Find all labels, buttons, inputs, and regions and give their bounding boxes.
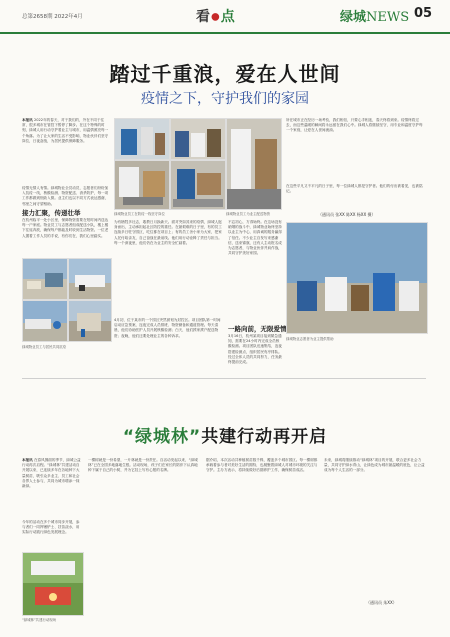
- article1-photo-i: [226, 118, 282, 210]
- article2-photo: [22, 552, 84, 616]
- section-title: [196, 6, 236, 26]
- section-divider: [22, 378, 426, 379]
- article1-photo-a: [22, 258, 68, 300]
- article2-col1-text: [22, 458, 82, 520]
- article1-photo-caption-left: 绿城物业员工与居民共同抗疫: [22, 345, 67, 349]
- section-dot-icon: ●: [211, 11, 221, 23]
- article2-title-name: 绿城林: [135, 427, 189, 447]
- photo-e-image: [115, 119, 169, 159]
- section-title-second: 点: [220, 9, 236, 25]
- article2-title-rest: 共建行动再开启: [201, 427, 328, 447]
- issue-meta: 总第2658期 2022年4月: [22, 14, 83, 20]
- article1-title: 踏过千重浪，爱在人世间: [109, 62, 341, 86]
- article1-col2-text2: 4月初，位于某市的一个园区突然被划为封控区。项目团队第一时间启动应急预案，连夜完成人员排班、物资储备和通道管理。每天清晨，他们协助医护人员开展核酸检测；白天，他们挨家挨户配送物资；夜晚，他们还要处理业主的各种诉求。: [114, 318, 221, 338]
- article2-col1-paragraph: 在春风拂面的季节，绿城公益行动再次启程。“绿城林”共建活动自开展以来，已连续多年在各地种下大量树苗，吸引众多业主、员工和社会各界人士参与，共同为城市增添一抹新绿。: [22, 458, 81, 489]
- article1-col1-text: [22, 118, 110, 186]
- article2-lead-label: 本报讯: [22, 458, 33, 462]
- photo-h-image: [171, 161, 225, 209]
- article1-photo-b: [68, 258, 112, 300]
- brand-logo: [340, 6, 409, 25]
- article1-col4-text: 所在城市正在经历一场考验，我们相信，只要心手相连，春天终将到来。疫情终将过去，而这些温暖的瞬间将永远留在我们心中。绿城人将继续坚守，用专业和温度守护每一个家庭，让爱在人世间流淌。: [286, 118, 423, 133]
- article1-subhead2: 一路向前，无限爱情: [228, 325, 287, 333]
- brand-news: NEWS: [366, 10, 410, 25]
- article1-subtitle: 疫情之下，守护我们的家园: [141, 91, 309, 107]
- article1-photo-h: [170, 160, 226, 210]
- article1-photo-caption-2: 绿城物业员工为业主配送物资: [226, 212, 271, 216]
- article2-photo-caption: “绿城林”共建行动现场: [22, 618, 57, 622]
- article1-photo-c: [22, 300, 68, 342]
- article2-signature: （通讯员 朱XX）: [366, 600, 397, 605]
- article1-col3-text2: 3月16日，杭州某项目接到紧急通知，需要在24小时内完成全员核酸检测。项目团队迅速集结，连夜搭建检测点，组织居民有序排队。经过全体人员的共同努力，任务最终提前完成。: [228, 334, 282, 365]
- photo-f-image: [171, 119, 225, 159]
- photo-j-image: [287, 223, 427, 333]
- article1-col3-text: 不忘初心，方得始终。在这场没有硝烟的战斗中，绿城物业始终坚持以业主为中心，用真诚的服务赢得了信任。不少业主自发写来感谢信，送来锦旗，还有人主动报名成为志愿者，与物业伙伴并肩作战，共同守护美好家园。: [228, 220, 282, 256]
- article2-col2-text: 一棵树就是一份希望，一片林就是一份责任。自活动发起以来，“绿城林”已在全国多地落地生根。活动现场，孩子们在家长的陪伴下认真地种下属于自己的小树，并为它挂上写有心愿的名牌。: [88, 458, 198, 473]
- section-title-first: 看: [196, 9, 211, 25]
- page-header: [0, 0, 450, 34]
- photo-d-image: [69, 301, 111, 341]
- photo-b-image: [69, 259, 111, 299]
- article2-title-quote-close: ”: [189, 427, 202, 447]
- article1-col2-text: 为有牺牲多壮志，敢教日月换新天。面对突如其来的疫情，绿城人挺身而出，主动承担起社区防控的重任。在最艰难的日子里，有的员工连续多日驻守园区，吃住都在项目上；有的员工舍小家为大家，把家人托付给亲友，自己奋战在最前线。他们用行动诠释了责任与担当。每一个深夜里，他们仍在为业主的安全忙碌着。: [114, 220, 222, 245]
- article2-title-quote-open: “: [122, 427, 135, 447]
- photo-i-image: [227, 119, 281, 209]
- article1-signature: （通讯员 张XX 陈XX 杨XX 摄）: [318, 212, 376, 217]
- page-number: 05: [414, 6, 433, 21]
- article1-col1-paragraph: 2022年的春天，对于我们的，外在不同于往常，很多城市在管控下暂停了脚步。在这个特殊的时刻，绿城人用行动守护着业主与城市，用温情照亮每一个角落。为了让大家的生活不受影响，物业伙伴们坚守岗位，日夜奋战，为居民提供保障服务。: [22, 118, 109, 143]
- article1-col1-text2: 疫情无情人有情。绿城物业全员动员，志愿者们纷纷加入抗疫一线，核酸检测、物资配送、消杀防护，每一项工作都做到细致入微。业主们也以不同方式表达感谢，邻里之间守望相助。: [22, 186, 109, 206]
- article1-col1-text3: 在杭州临平一处小区里，保障物资需要在短时间内送达每一户家庭。物业员工与志愿者组成配送小队，楼上楼下往返奔波，确保每户都能及时收到生活物资。一位老人握着工作人员的手说，有你们在，我们心里踏实。: [22, 218, 109, 238]
- article2-col1-text2: 今年的活动在多个城市同步开展，参与者们一同挥锹铲土、扶苗浇水，用实际行动践行绿色发展理念。: [22, 520, 80, 535]
- article1-lead-label: 本报讯: [22, 118, 33, 122]
- article2-title: [0, 422, 450, 447]
- article1-photo-e: [114, 118, 170, 160]
- article1-photo-caption-1: 绿城物业员工在防疫一线坚守岗位: [114, 212, 165, 216]
- article1-photo-g: [114, 160, 170, 210]
- article2-col4-text: 未来，绿城将继续推动“绿城林”项目的开展，联合更多社会力量，共同守护绿水青山，让绿色成为城市最温暖的底色，让公益成为每个人生活的一部分。: [324, 458, 425, 473]
- article1-col4-text2: 在这些平凡又不平凡的日子里，每一位绿城人都是守护者。他们的付出被看见，也被铭记。: [286, 184, 423, 194]
- photo-a-image: [23, 259, 67, 299]
- article1-photo-j: [286, 222, 428, 334]
- article1-photo-caption-3: 绿城物业志愿者为业主提供帮助: [286, 337, 334, 341]
- article1-photo-f: [170, 118, 226, 160]
- photo-g-image: [115, 161, 169, 209]
- photo-c-image: [23, 301, 67, 341]
- article2-col3-text: 据介绍，本次活动共种植树苗数千株，覆盖多个城市园区。每一棵树都承载着参与者对美好生活的期待，也凝聚着绿城人对城市环境的关注与守护。主办方表示，将持续做好后期养护工作，确保树苗成活。: [206, 458, 318, 473]
- article2-photo-image: [23, 553, 83, 615]
- article1-photo-d: [68, 300, 112, 342]
- brand-name: 绿城: [340, 10, 367, 25]
- article1-subhead1: 接力汇聚，传递壮举: [22, 209, 81, 217]
